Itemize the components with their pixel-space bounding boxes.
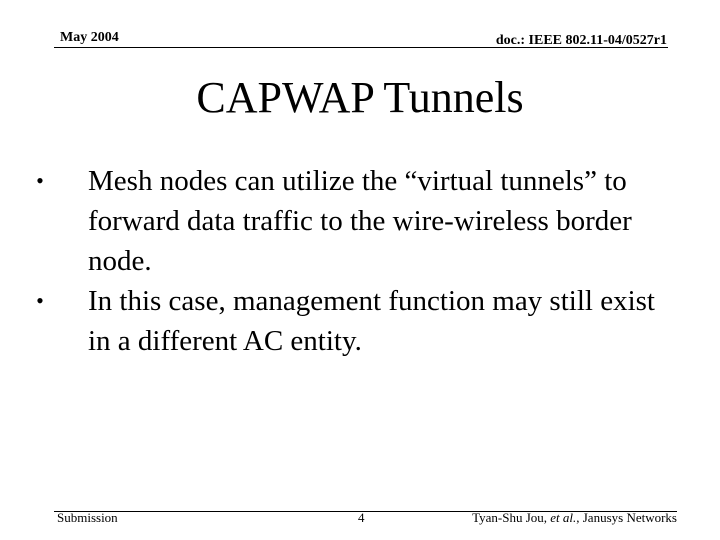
bullet-icon: •: [36, 168, 44, 193]
footer-author: [472, 510, 677, 526]
header-divider: [54, 47, 668, 48]
author-name: Tyan-Shu Jou,: [472, 510, 551, 525]
author-etal: et al.: [550, 510, 577, 525]
slide-title: CAPWAP Tunnels: [196, 73, 524, 122]
bullet-text: In this case, management function may still exist in a different AC entity.: [88, 285, 655, 357]
bullet-list: [30, 161, 680, 361]
bullet-item: [30, 281, 680, 361]
header-doc-id: doc.: IEEE 802.11-04/0527r1: [495, 33, 667, 48]
bullet-item: [30, 161, 680, 281]
bullet-text: Mesh nodes can utilize the “virtual tunnels” to forward data traffic to the wire-wireless border node.: [88, 165, 632, 277]
page-number: 4: [358, 510, 365, 525]
bullet-icon: •: [36, 288, 44, 313]
footer-submission: Submission: [57, 510, 118, 525]
header-date: May 2004: [60, 30, 119, 45]
author-org: , Janusys Networks: [576, 510, 677, 525]
